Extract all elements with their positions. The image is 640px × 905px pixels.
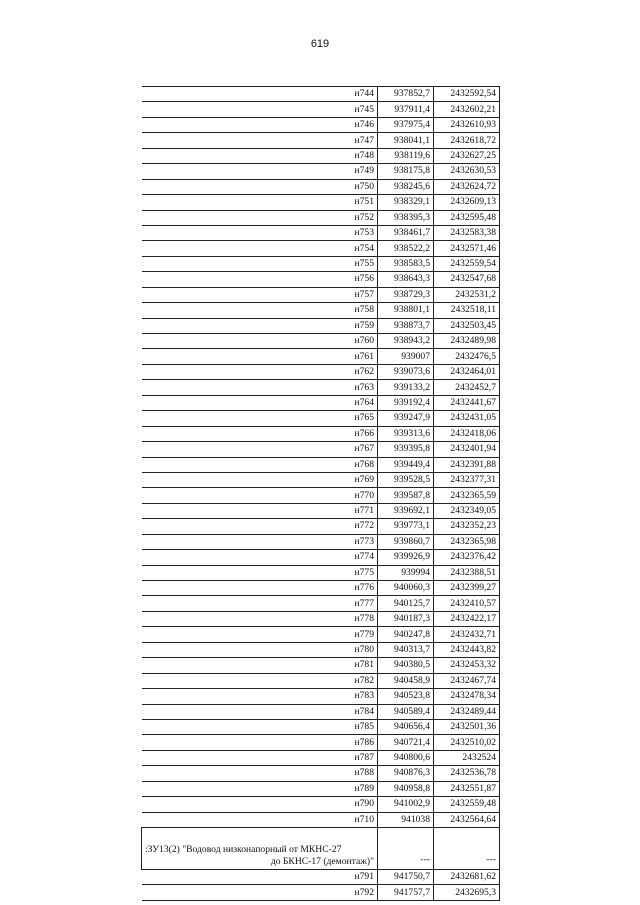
point-name-cell: н774	[142, 550, 378, 565]
table-row	[142, 179, 500, 194]
x-coord-cell: 938643,3	[378, 272, 434, 287]
point-name-cell: н710	[142, 812, 378, 827]
point-name-cell: н755	[142, 256, 378, 271]
table-row	[142, 442, 500, 457]
x-coord-cell: 938395,3	[378, 210, 434, 225]
x-coord-cell: 939073,6	[378, 364, 434, 379]
x-coord-cell: 937852,7	[378, 87, 434, 102]
y-coord-cell: 2432681,62	[434, 870, 500, 885]
table-row	[142, 117, 500, 132]
y-coord-cell: 2432441,67	[434, 395, 500, 410]
point-name-cell: н780	[142, 642, 378, 657]
coordinates-table	[141, 86, 500, 901]
x-coord-cell: 941038	[378, 812, 434, 827]
table-row	[142, 148, 500, 163]
x-coord-cell: 940721,4	[378, 735, 434, 750]
y-coord-cell: 2432571,46	[434, 241, 500, 256]
table-row	[142, 364, 500, 379]
table-row	[142, 303, 500, 318]
table-row	[142, 457, 500, 472]
y-coord-cell: 2432443,82	[434, 642, 500, 657]
point-name-cell: н782	[142, 673, 378, 688]
point-name-cell: н778	[142, 611, 378, 626]
x-coord-cell: 940125,7	[378, 596, 434, 611]
x-coord-cell: 938801,1	[378, 303, 434, 318]
point-name-cell: н762	[142, 364, 378, 379]
table-row	[142, 287, 500, 302]
table-row	[142, 87, 500, 102]
point-name-cell: н750	[142, 179, 378, 194]
point-name-cell: н765	[142, 411, 378, 426]
table-row	[142, 472, 500, 487]
x-coord-cell: 939528,5	[378, 472, 434, 487]
y-coord-cell: 2432365,98	[434, 534, 500, 549]
point-name-cell: н749	[142, 164, 378, 179]
y-coord-cell: 2432349,05	[434, 503, 500, 518]
table-row	[142, 611, 500, 626]
x-coord-cell: 939926,9	[378, 550, 434, 565]
y-coord-cell: 2432391,88	[434, 457, 500, 472]
table-row	[142, 334, 500, 349]
table-row	[142, 689, 500, 704]
point-name-cell: н761	[142, 349, 378, 364]
table-row	[142, 550, 500, 565]
table-row	[142, 735, 500, 750]
y-coord-cell: 2432422,17	[434, 611, 500, 626]
section-x-cell: ---	[378, 828, 434, 870]
y-coord-cell: 2432453,32	[434, 658, 500, 673]
x-coord-cell: 938873,7	[378, 318, 434, 333]
table-row	[142, 797, 500, 812]
y-coord-cell: 2432376,42	[434, 550, 500, 565]
point-name-cell: н777	[142, 596, 378, 611]
point-name-cell: н791	[142, 870, 378, 885]
x-coord-cell: 940313,7	[378, 642, 434, 657]
point-name-cell: н745	[142, 102, 378, 117]
y-coord-cell: 2432630,53	[434, 164, 500, 179]
page-number: 619	[310, 38, 330, 50]
section-label	[142, 828, 378, 870]
section-row	[142, 828, 500, 870]
point-name-cell: н789	[142, 781, 378, 796]
y-coord-cell: 2432536,78	[434, 766, 500, 781]
table-row	[142, 241, 500, 256]
x-coord-cell: 940958,8	[378, 781, 434, 796]
table-row	[142, 164, 500, 179]
table-row	[142, 210, 500, 225]
x-coord-cell: 940876,3	[378, 766, 434, 781]
x-coord-cell: 940589,4	[378, 704, 434, 719]
x-coord-cell: 939007	[378, 349, 434, 364]
table-row	[142, 781, 500, 796]
x-coord-cell: 939587,8	[378, 488, 434, 503]
y-coord-cell: 2432510,02	[434, 735, 500, 750]
x-coord-cell: 938119,6	[378, 148, 434, 163]
point-name-cell: н775	[142, 565, 378, 580]
x-coord-cell: 939449,4	[378, 457, 434, 472]
x-coord-cell: 940060,3	[378, 581, 434, 596]
x-coord-cell: 940800,6	[378, 750, 434, 765]
y-coord-cell: 2432501,36	[434, 719, 500, 734]
table-row	[142, 195, 500, 210]
table-row	[142, 503, 500, 518]
section-block	[142, 828, 500, 870]
table-row	[142, 750, 500, 765]
x-coord-cell: 938245,6	[378, 179, 434, 194]
point-name-cell: н753	[142, 225, 378, 240]
section-y-cell: ---	[434, 828, 500, 870]
x-coord-cell: 938329,1	[378, 195, 434, 210]
table-row	[142, 673, 500, 688]
table-row	[142, 102, 500, 117]
y-coord-cell: 2432431,05	[434, 411, 500, 426]
point-name-cell: н767	[142, 442, 378, 457]
table-row	[142, 488, 500, 503]
table-row	[142, 719, 500, 734]
y-coord-cell: 2432609,13	[434, 195, 500, 210]
point-name-cell: н764	[142, 395, 378, 410]
point-name-cell: н773	[142, 534, 378, 549]
x-coord-cell: 941757,7	[378, 885, 434, 900]
table-row	[142, 534, 500, 549]
point-name-cell: н766	[142, 426, 378, 441]
point-name-cell: н787	[142, 750, 378, 765]
x-coord-cell: 938522,2	[378, 241, 434, 256]
point-name-cell: н754	[142, 241, 378, 256]
x-coord-cell: 938461,7	[378, 225, 434, 240]
point-name-cell: н772	[142, 519, 378, 534]
y-coord-cell: 2432531,2	[434, 287, 500, 302]
coordinates-table-body-after	[142, 870, 500, 901]
x-coord-cell: 940656,4	[378, 719, 434, 734]
table-row	[142, 704, 500, 719]
point-name-cell: н790	[142, 797, 378, 812]
x-coord-cell: 939247,9	[378, 411, 434, 426]
table-row	[142, 318, 500, 333]
point-name-cell: н792	[142, 885, 378, 900]
y-coord-cell: 2432524	[434, 750, 500, 765]
x-coord-cell: 941750,7	[378, 870, 434, 885]
point-name-cell: н769	[142, 472, 378, 487]
x-coord-cell: 940380,5	[378, 658, 434, 673]
point-name-cell: н759	[142, 318, 378, 333]
table-row	[142, 596, 500, 611]
point-name-cell: н744	[142, 87, 378, 102]
y-coord-cell: 2432551,87	[434, 781, 500, 796]
y-coord-cell: 2432489,98	[434, 334, 500, 349]
y-coord-cell: 2432610,93	[434, 117, 500, 132]
table-row	[142, 812, 500, 827]
x-coord-cell: 940187,3	[378, 611, 434, 626]
y-coord-cell: 2432377,31	[434, 472, 500, 487]
section-label-line1: :ЗУ13(2) "Водовод низконапорный от МКНС-27	[145, 844, 342, 855]
x-coord-cell: 939313,6	[378, 426, 434, 441]
section-label-line2: до БКНС-17 (демонтаж)"	[270, 856, 374, 867]
x-coord-cell: 939133,2	[378, 380, 434, 395]
table-row	[142, 411, 500, 426]
x-coord-cell: 939692,1	[378, 503, 434, 518]
point-name-cell: н758	[142, 303, 378, 318]
y-coord-cell: 2432489,44	[434, 704, 500, 719]
point-name-cell: н752	[142, 210, 378, 225]
x-coord-cell: 939860,7	[378, 534, 434, 549]
x-coord-cell: 938175,8	[378, 164, 434, 179]
table-row	[142, 581, 500, 596]
point-name-cell: н747	[142, 133, 378, 148]
y-coord-cell: 2432401,94	[434, 442, 500, 457]
table-row	[142, 519, 500, 534]
y-coord-cell: 2432618,72	[434, 133, 500, 148]
point-name-cell: н756	[142, 272, 378, 287]
point-name-cell: н783	[142, 689, 378, 704]
y-coord-cell: 2432624,72	[434, 179, 500, 194]
point-name-cell: н770	[142, 488, 378, 503]
x-coord-cell: 937975,4	[378, 117, 434, 132]
point-name-cell: н784	[142, 704, 378, 719]
y-coord-cell: 2432452,7	[434, 380, 500, 395]
point-name-cell: н748	[142, 148, 378, 163]
point-name-cell: н757	[142, 287, 378, 302]
y-coord-cell: 2432595,48	[434, 210, 500, 225]
point-name-cell: н763	[142, 380, 378, 395]
y-coord-cell: 2432388,51	[434, 565, 500, 580]
x-coord-cell: 938729,3	[378, 287, 434, 302]
point-name-cell: н771	[142, 503, 378, 518]
table-row	[142, 565, 500, 580]
table-row	[142, 627, 500, 642]
y-coord-cell: 2432478,34	[434, 689, 500, 704]
y-coord-cell: 2432352,23	[434, 519, 500, 534]
point-name-cell: н760	[142, 334, 378, 349]
table-row	[142, 870, 500, 885]
y-coord-cell: 2432399,27	[434, 581, 500, 596]
point-name-cell: н786	[142, 735, 378, 750]
x-coord-cell: 938943,2	[378, 334, 434, 349]
coordinates-table-body	[142, 87, 500, 828]
y-coord-cell: 2432547,68	[434, 272, 500, 287]
y-coord-cell: 2432518,11	[434, 303, 500, 318]
x-coord-cell: 939773,1	[378, 519, 434, 534]
y-coord-cell: 2432503,45	[434, 318, 500, 333]
x-coord-cell: 938041,1	[378, 133, 434, 148]
y-coord-cell: 2432418,06	[434, 426, 500, 441]
table-row	[142, 766, 500, 781]
table-row	[142, 395, 500, 410]
y-coord-cell: 2432564,64	[434, 812, 500, 827]
y-coord-cell: 2432467,74	[434, 673, 500, 688]
point-name-cell: н788	[142, 766, 378, 781]
table-row	[142, 349, 500, 364]
point-name-cell: н781	[142, 658, 378, 673]
point-name-cell: н746	[142, 117, 378, 132]
point-name-cell: н768	[142, 457, 378, 472]
x-coord-cell: 937911,4	[378, 102, 434, 117]
y-coord-cell: 2432365,59	[434, 488, 500, 503]
y-coord-cell: 2432695,3	[434, 885, 500, 900]
x-coord-cell: 939994	[378, 565, 434, 580]
y-coord-cell: 2432583,38	[434, 225, 500, 240]
x-coord-cell: 939395,8	[378, 442, 434, 457]
table-row	[142, 133, 500, 148]
x-coord-cell: 938583,5	[378, 256, 434, 271]
x-coord-cell: 940458,9	[378, 673, 434, 688]
y-coord-cell: 2432410,57	[434, 596, 500, 611]
y-coord-cell: 2432559,54	[434, 256, 500, 271]
point-name-cell: н776	[142, 581, 378, 596]
y-coord-cell: 2432627,25	[434, 148, 500, 163]
table-row	[142, 225, 500, 240]
x-coord-cell: 940523,8	[378, 689, 434, 704]
table-row	[142, 426, 500, 441]
y-coord-cell: 2432602,21	[434, 102, 500, 117]
point-name-cell: н751	[142, 195, 378, 210]
table-row	[142, 256, 500, 271]
point-name-cell: н779	[142, 627, 378, 642]
x-coord-cell: 941002,9	[378, 797, 434, 812]
y-coord-cell: 2432592,54	[434, 87, 500, 102]
point-name-cell: н785	[142, 719, 378, 734]
table-row	[142, 380, 500, 395]
x-coord-cell: 940247,8	[378, 627, 434, 642]
table-row	[142, 885, 500, 900]
y-coord-cell: 2432559,48	[434, 797, 500, 812]
table-row	[142, 272, 500, 287]
y-coord-cell: 2432432,71	[434, 627, 500, 642]
table-row	[142, 658, 500, 673]
table-row	[142, 642, 500, 657]
y-coord-cell: 2432464,01	[434, 364, 500, 379]
y-coord-cell: 2432476,5	[434, 349, 500, 364]
x-coord-cell: 939192,4	[378, 395, 434, 410]
